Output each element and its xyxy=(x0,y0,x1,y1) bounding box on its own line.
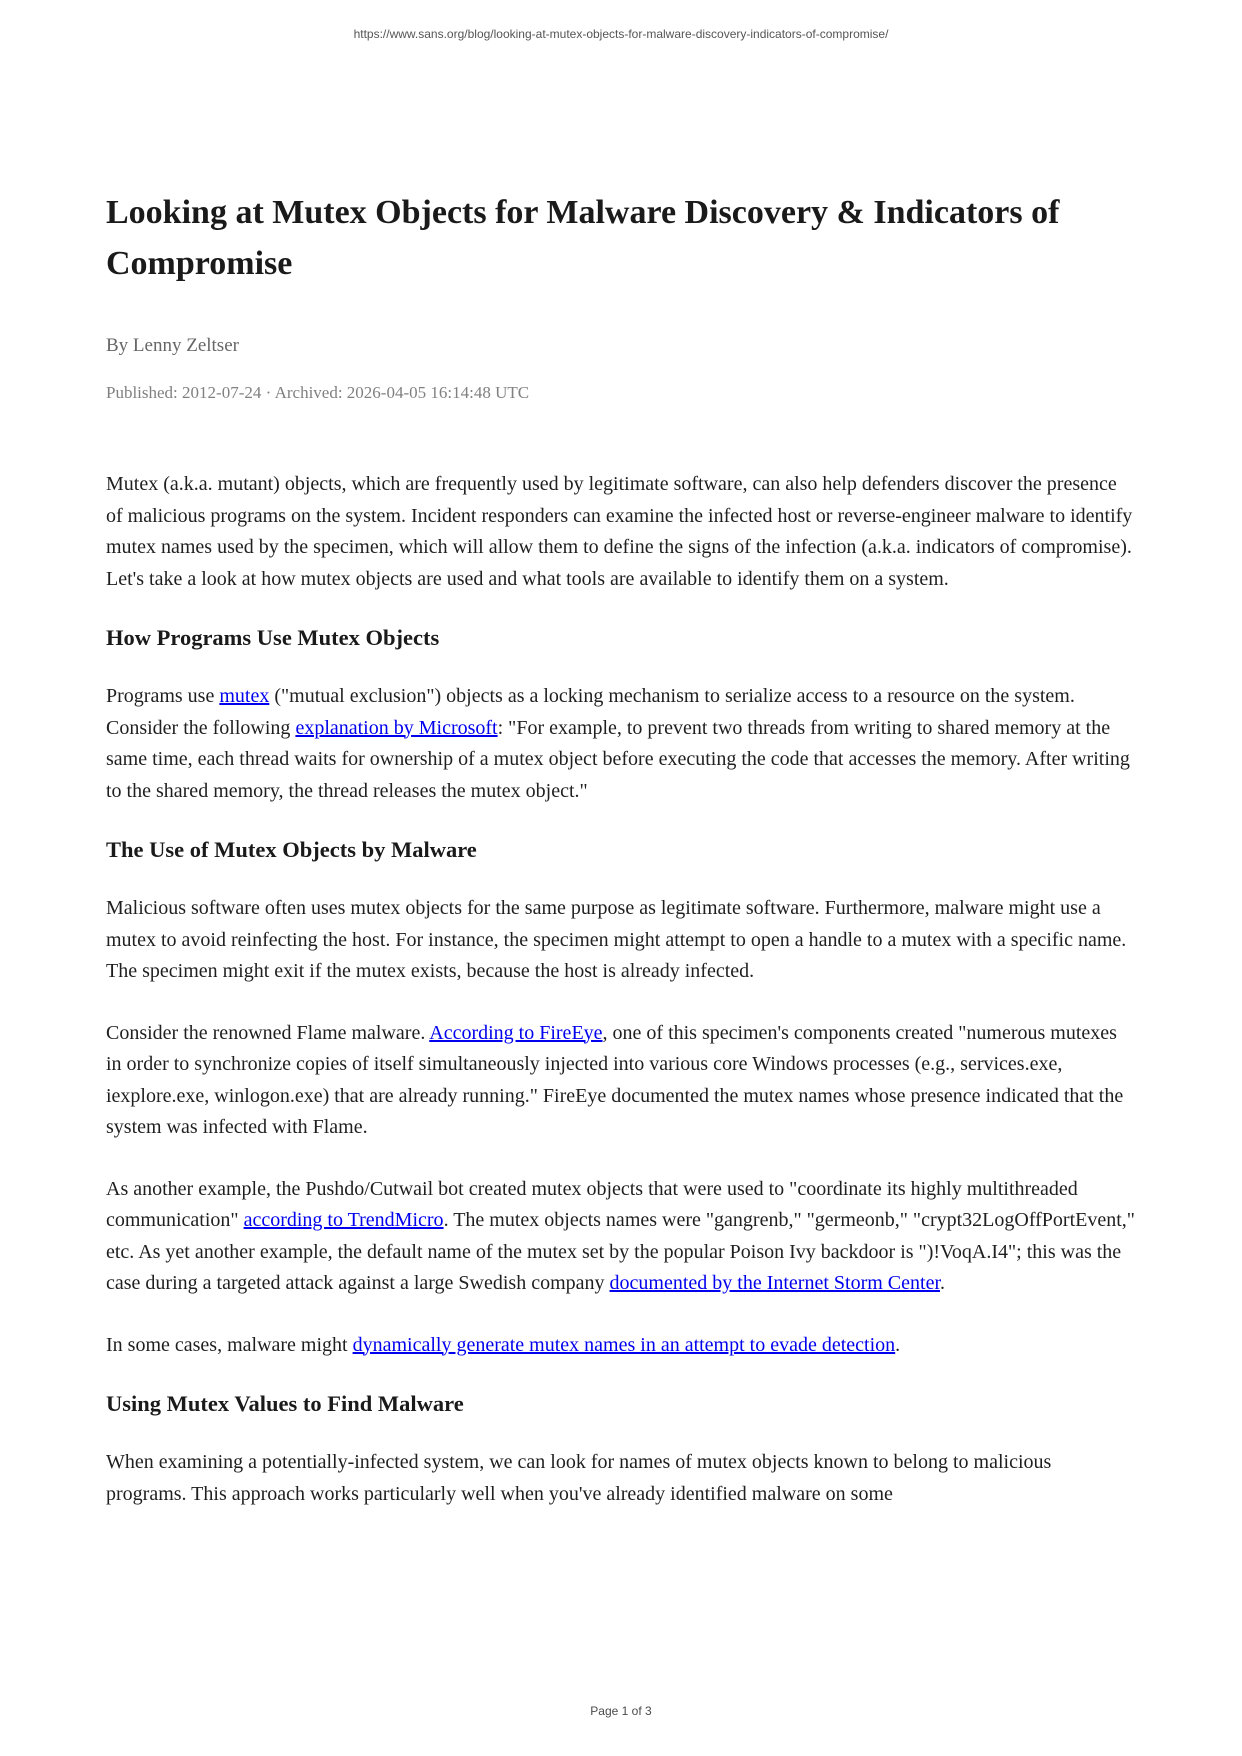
paragraph-pushdo xyxy=(106,1174,1136,1300)
text-segment: Mutex (a.k.a. mutant) objects, which are frequently used by legitimate software, can also help defenders discover the presence of malicious programs on the system. Incident responders can examine the infected host or reverse-engineer malware to identify mutex names used by the specimen, which will allow them to define the signs of the infection (a.k.a. indicators of compromise). Let's take a look at how mutex objects are used and what tools are available to identify them on a system. xyxy=(106,473,1133,590)
paragraph-using-values xyxy=(106,1447,1136,1510)
paragraph-malware-purpose xyxy=(106,893,1136,988)
text-segment: In some cases, malware might xyxy=(106,1333,353,1356)
text-segment: When examining a potentially-infected system, we can look for names of mutex objects known to belong to malicious programs. This approach works particularly well when you've already identified malware on some xyxy=(106,1451,1052,1505)
text-segment: . xyxy=(940,1272,945,1294)
text-segment: Malicious software often uses mutex objects for the same purpose as legitimate software. Furthermore, malware might use a mutex to avoid reinfecting the host. For instance, the specimen might attempt to open a handle to a mutex with a specific name. The specimen might exit if the mutex exists, because the host is already infected. xyxy=(106,897,1127,982)
microsoft-explanation-link[interactable]: explanation by Microsoft xyxy=(295,716,498,739)
text-segment: Programs use xyxy=(106,685,220,707)
section-heading-using-mutex-values-to-find-malware: Using Mutex Values to Find Malware xyxy=(106,1391,464,1416)
printed-page-url: https://www.sans.org/blog/looking-at-mutex-objects-for-malware-discovery-indicators-of-compromise/ xyxy=(353,27,889,41)
text-segment: . The mutex objects names were "gangrenb," "germeonb," "crypt32LogOffPortEvent," etc. As yet another example, the default name of the mutex set by the popular Poison Ivy backdoor is ")!VoqA.I4"; this was the case during a targeted attack against a large Swedish company xyxy=(106,1209,1135,1294)
article-content xyxy=(106,187,1136,1510)
paragraph-intro xyxy=(106,469,1136,595)
page-number: Page 1 of 3 xyxy=(590,1704,652,1718)
fireeye-link[interactable]: According to FireEye xyxy=(429,1021,603,1044)
article-title: Looking at Mutex Objects for Malware Discovery & Indicators of Compromise xyxy=(106,194,1060,282)
article-publish-meta: Published: 2012-07-24 · Archived: 2026-04-05 16:14:48 UTC xyxy=(106,383,530,402)
internet-storm-center-link[interactable]: documented by the Internet Storm Center xyxy=(609,1272,940,1294)
article-byline: By Lenny Zeltser xyxy=(106,335,239,356)
text-segment: , one of this specimen's components created "numerous mutexes in order to synchronize copies of itself simultaneously injected into various core Windows processes (e.g., services.exe, iexplore.exe, winlogon.exe) that are already running." FireEye documented the mutex names whose presence indicated that the system was infected with Flame. xyxy=(106,1021,1124,1138)
paragraph-dynamic-mutex xyxy=(106,1330,1136,1362)
mutex-link[interactable]: mutex xyxy=(219,685,270,707)
paragraph-flame xyxy=(106,1018,1136,1144)
dynamic-mutex-names-link[interactable]: dynamically generate mutex names in an attempt to evade detection xyxy=(352,1333,896,1356)
section-heading-how-programs-use-mutex-objects: How Programs Use Mutex Objects xyxy=(106,625,440,650)
trendmicro-link[interactable]: according to TrendMicro xyxy=(243,1209,444,1231)
paragraph-how-programs xyxy=(106,681,1136,807)
text-segment: As another example, the Pushdo/Cutwail bot created mutex objects that were used to "coordinate its highly multithreaded communication" xyxy=(106,1177,1078,1231)
section-heading-use-of-mutex-objects-by-malware: The Use of Mutex Objects by Malware xyxy=(106,837,477,862)
text-segment: : "For example, to prevent two threads from writing to shared memory at the same time, each thread waits for ownership of a mutex object before executing the code that accesses the memory. After writing to the shared memory, the thread releases the mutex object." xyxy=(106,716,1130,802)
text-segment: ("mutual exclusion") objects as a locking mechanism to serialize access to a resource on the system. Consider the following xyxy=(106,685,1075,739)
text-segment: . xyxy=(895,1333,901,1356)
text-segment: Consider the renowned Flame malware. xyxy=(106,1021,430,1044)
